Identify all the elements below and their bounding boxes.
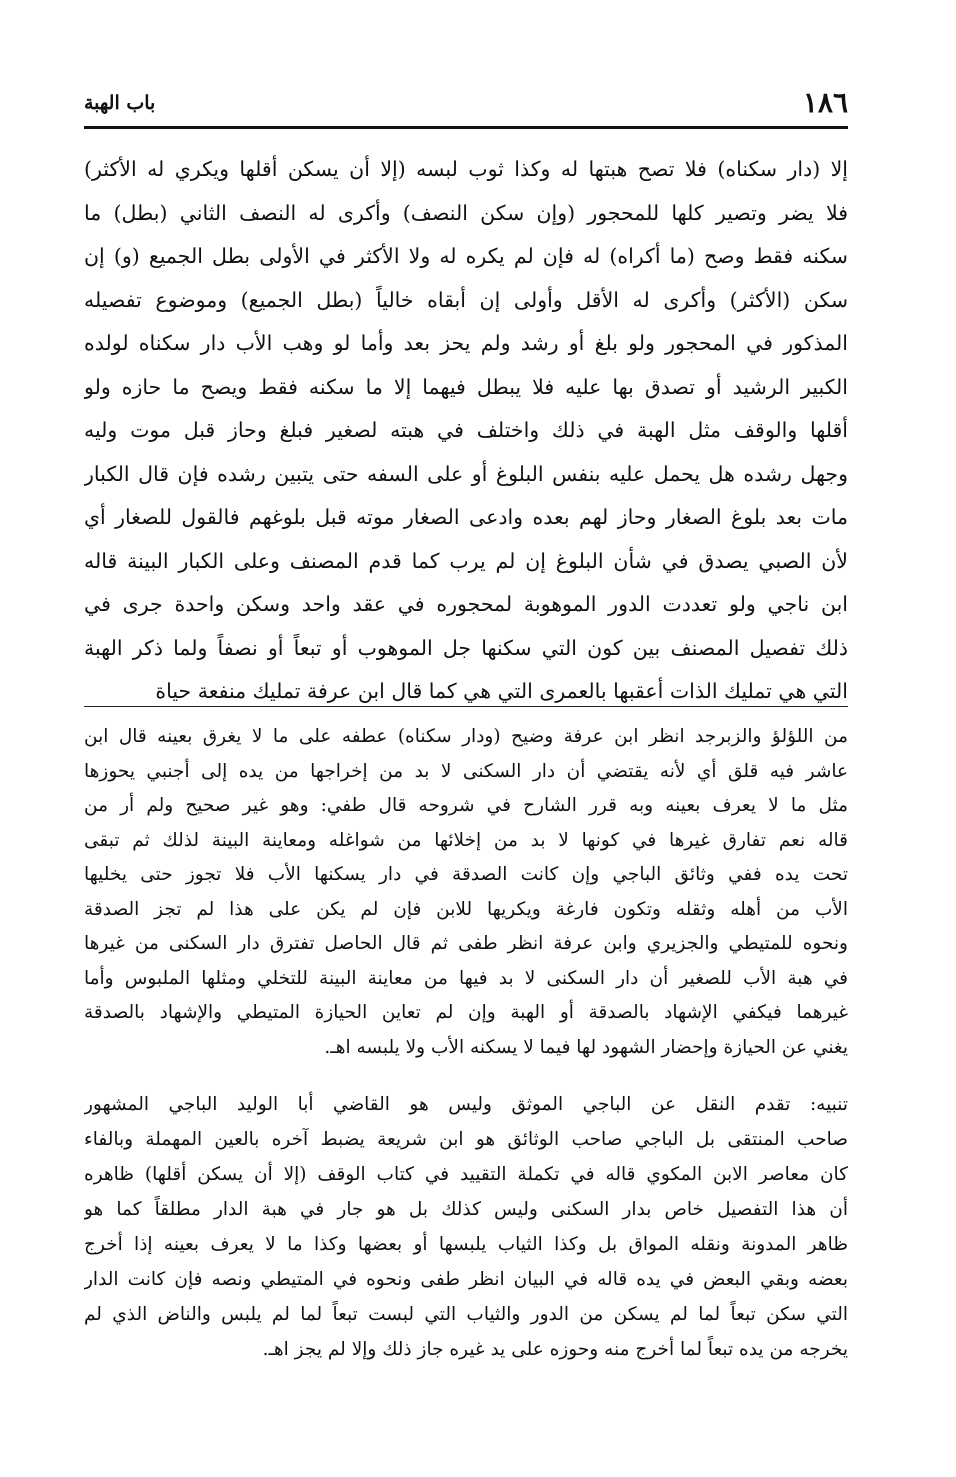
note-line: كان معاصر الابن المكوي قاله في تكملة التقييد في كتاب الوقف (إلا أن يسكن أقلها) ظاهره	[84, 1164, 848, 1185]
footnote-line: مثل ما لا يعرف بعينه وبه قرر الشارح في شروحه قال طفي: وهو غير صحيح ولم أر من	[84, 795, 848, 816]
main-text-line: المذكور في المحجور ولو بلغ أو رشد ولم يحز بعد وأما لو وهب الأب دار سكناه لولده	[84, 331, 848, 355]
main-text-line: فلا يضر وتصير كلها للمحجور (وإن سكن النصف) وأكرى له النصف الثاني (بطل) ما	[84, 200, 848, 225]
main-text-line: مات بعد بلوغ الصغار وحاز لهم بعده وادعى الصغار موته قبل بلوغهم فالقول للصغار أي	[84, 505, 848, 529]
main-text-line: وجهل رشده هل يحمل عليه بنفس البلوغ أو على السفه حتى يتبين رشده فإن قال الكبار	[84, 461, 848, 486]
page-header	[84, 84, 848, 124]
note-line: أن هذا التفصيل خاص بدار السكنى وليس كذلك بل هو جار في هبة الدار مطلقاً كما هو	[84, 1199, 848, 1220]
main-text-line: سكنه فقط وصح (ما أكراه) له فإن لم يكره له ولا الأكثر في الأولى بطل الجميع (و) إن	[84, 244, 848, 268]
note-line: تنبيه: تقدم النقل عن الباجي الموثق وليس هو القاضي أبا الوليد الباجي المشهور	[84, 1094, 848, 1115]
footnote-line: غيرهما فيكفي الإشهاد بالصدقة أو الهبة وإن لم تعاين الحيازة المتيطي والإشهاد بالصدقة	[84, 1002, 848, 1023]
footnote-line: عاشر فيه قلق أي لأنه يقتضي أن دار السكنى لا بد من إخراجها من يده إلى أجنبي يحوزها	[84, 760, 848, 782]
main-text-line: إلا (دار سكناه) فلا تصح هبتها له وكذا ثوب لبسه (إلا أن يسكن أقلها ويكري له الأكثر)	[84, 157, 848, 181]
note-line: صاحب المنتقى بل الباجي صاحب الوثائق هو ابن شريعة يضبط آخره بالعين المهملة وبالفاء	[84, 1129, 848, 1150]
chapter-title: باب الهبة	[84, 92, 156, 114]
note-line: التي سكن تبعاً لما لم يسكن من الدور والثياب التي لبست تبعاً لما لم يلبس والناض الذي لم	[84, 1304, 848, 1325]
header-rule	[84, 126, 848, 129]
note-line: بعضه وبقي البعض في يده قاله في البيان انظر طفى ونحوه في المتيطي ونصه فإن كانت الدار	[84, 1269, 848, 1290]
footnote-commentary	[84, 720, 848, 1065]
footnote-line: يغني عن الحيازة وإحضار الشهود لها فيما لا يسكنه الأب ولا يلبسه اهـ.	[324, 1036, 848, 1058]
main-text-line: ذلك تفصيل المصنف بين كون التي سكنها جل الموهوب أو تبعاً أو نصفاً ولما ذكر الهبة	[84, 635, 848, 660]
main-text-line: سكن (الأكثر) وأكرى له الأقل وأولى إن أبقاه خالياً (بطل الجميع) وموضوع تفصيله	[84, 287, 848, 312]
footnote-line: ونحوه للمتيطي والجزيري وابن عرفة انظر طفى ثم قال الحاصل تفترق دار السكنى من غيرها	[84, 933, 848, 954]
footnote-line: تحت يده ففي وثائق الباجي وإن كانت الصدقة في دار يسكنها الأب فلا تجوز حتى يخليها	[84, 864, 848, 885]
main-text-line: الكبير الرشيد أو تصدق بها عليه فلا يبطل فيهما إلا ما سكنه فقط ويصح ما حازه ولو	[84, 374, 848, 399]
footnote-line: في هبة الأب للصغير أن دار السكنى لا بد فيها من معاينة البينة للتخلي ومثلها الملبوس وأما	[84, 967, 848, 989]
main-text-line: ابن ناجي ولو تعددت الدور الموهوبة لمحجوره في عقد واحد وسكن واحدة جرى في	[84, 592, 848, 616]
main-text-line: أقلها والوقف مثل الهبة في ذلك واختلف في هبته لصغير فبلغ وحاز قبل موت وليه	[84, 418, 848, 442]
note-line: يخرجه من يده تبعاً لما أخرج منه وحوزه على يد غيره جاز ذلك وإلا لم يجز اهـ.	[262, 1339, 848, 1360]
footnote-line: من اللؤلؤ والزبرجد انظر ابن عرفة وضيح (ودار سكناه) عطفه على ما لا يغرق بعينه قال ابن	[84, 726, 848, 747]
footnote-line: قاله نعم تفارق غيرها في كونها لا بد من إخلائها من شواغله ومعاينة البينة لذلك ثم تبقى	[84, 829, 848, 851]
note-line: ظاهر المدونة ونقله المواق بل وكذا الثياب يلبسها أو بعضها وكذا ما لا يعرف بعينه إذا أخرج	[84, 1234, 848, 1255]
main-text-line: التي هي تمليك الذات أعقبها بالعمرى التي هي كما قال ابن عرفة تمليك منفعة حياة	[155, 679, 848, 703]
main-text-line: لأن الصبي يصدق في شأن البلوغ إن لم يرب كما قدم المصنف وعلى الكبار البينة قاله	[84, 548, 848, 573]
page-number: ١٨٦	[802, 86, 848, 119]
footnote-line: الأب من أهله وثقله وتكون فارغة ويكريها للابن فإن لم يكن على هذا لم تجز الصدقة	[84, 898, 848, 920]
footnote-separator	[84, 706, 848, 707]
main-text	[84, 148, 848, 714]
tanbih-note	[84, 1087, 848, 1367]
